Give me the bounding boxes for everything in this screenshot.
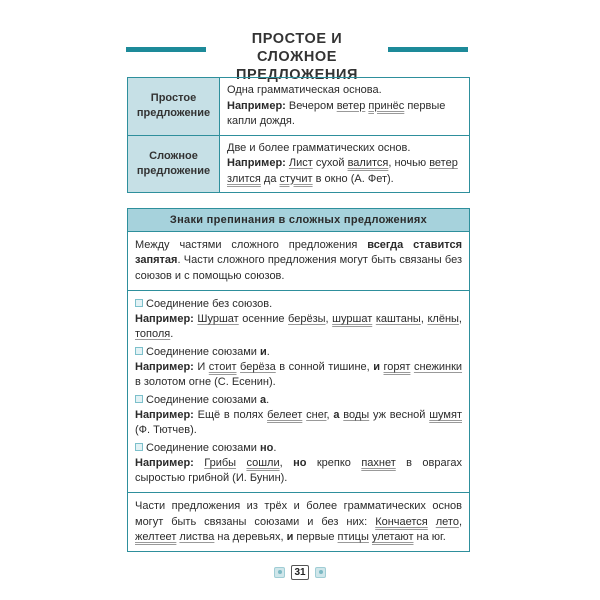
definition: Одна грамматическая основа. — [227, 84, 382, 96]
punctuation-outro: Части предложения из трёх и более грамматических основ могут быть связаны союзами и без них: Кончается лето, желтеет листва на деревьях, и первые птицы улетают на юг. — [135, 500, 462, 544]
title-line-2: ПРЕДЛОЖЕНИЯ — [235, 67, 359, 83]
predicate: принёс — [368, 99, 405, 112]
list-item: Соединение союзами а. Например: Ещё в полях белеет снег, а воды уж весной шумят (Ф. Тютчев). — [135, 393, 462, 437]
title-text — [210, 30, 384, 84]
list-item: Соединение без союзов. Например: Шуршат осенние берёзы, шуршат каштаны, клёны, тополя. — [135, 297, 462, 341]
bullet-icon — [135, 443, 143, 451]
predicate: валится — [347, 157, 389, 169]
prev-page-icon[interactable] — [274, 567, 285, 578]
row-body-complex — [220, 136, 469, 193]
definition: Две и более грамматических основ. — [227, 141, 411, 154]
title-decor-bar-right — [388, 47, 468, 52]
row-head-simple: Простое предложение — [128, 78, 220, 135]
table-row-complex — [128, 136, 469, 193]
page-title — [126, 30, 468, 83]
punctuation-box — [127, 208, 470, 552]
row-body-simple — [220, 78, 469, 135]
punctuation-examples — [128, 291, 469, 494]
row-head-complex: Сложное предложение — [128, 136, 220, 193]
punctuation-header: Знаки препинания в сложных предложениях — [128, 209, 469, 232]
subject: ветер — [336, 99, 366, 112]
subject: ветер — [429, 157, 458, 169]
sentence-types-table — [127, 77, 470, 193]
table-row-simple — [128, 78, 469, 136]
bullet-icon — [135, 395, 143, 403]
subject: Лист — [288, 157, 313, 169]
list-item: Соединение союзами но. Например: Грибы сошли, но крепко пахнет в оврагах сыростью грибной (И. Бунин). — [135, 441, 462, 485]
example-label: Например: — [227, 99, 286, 112]
example: Например: Вечером ветер принёс первые капли дождя. — [227, 99, 446, 127]
bullet-icon — [135, 347, 143, 355]
bullet-icon — [135, 299, 143, 307]
predicate: стучит — [279, 172, 313, 185]
example: Например: Лист сухой валится, ночью ветер злится да стучит в окно (А. Фет). — [227, 157, 458, 185]
title-line-1: ПРОСТОЕ И СЛОЖНОЕ — [251, 31, 343, 65]
predicate: злится — [227, 172, 261, 185]
example-label: Например: — [227, 157, 286, 169]
next-page-icon[interactable] — [315, 567, 326, 578]
rule-emphasis: всегда ставится запятая — [135, 239, 463, 267]
punctuation-intro: Между частями сложного предложения всегда ставится запятая. Части сложного предложения могут быть связаны без союзов и с помощью союзов. — [128, 232, 469, 291]
list-item: Соединение союзами и. Например: И стоит берёза в сонной тишине, и горят снежинки в золотом огне (С. Есенин). — [135, 345, 463, 389]
title-decor-bar-left — [126, 47, 206, 52]
page-footer — [274, 564, 326, 580]
page-number: 31 — [291, 565, 308, 580]
